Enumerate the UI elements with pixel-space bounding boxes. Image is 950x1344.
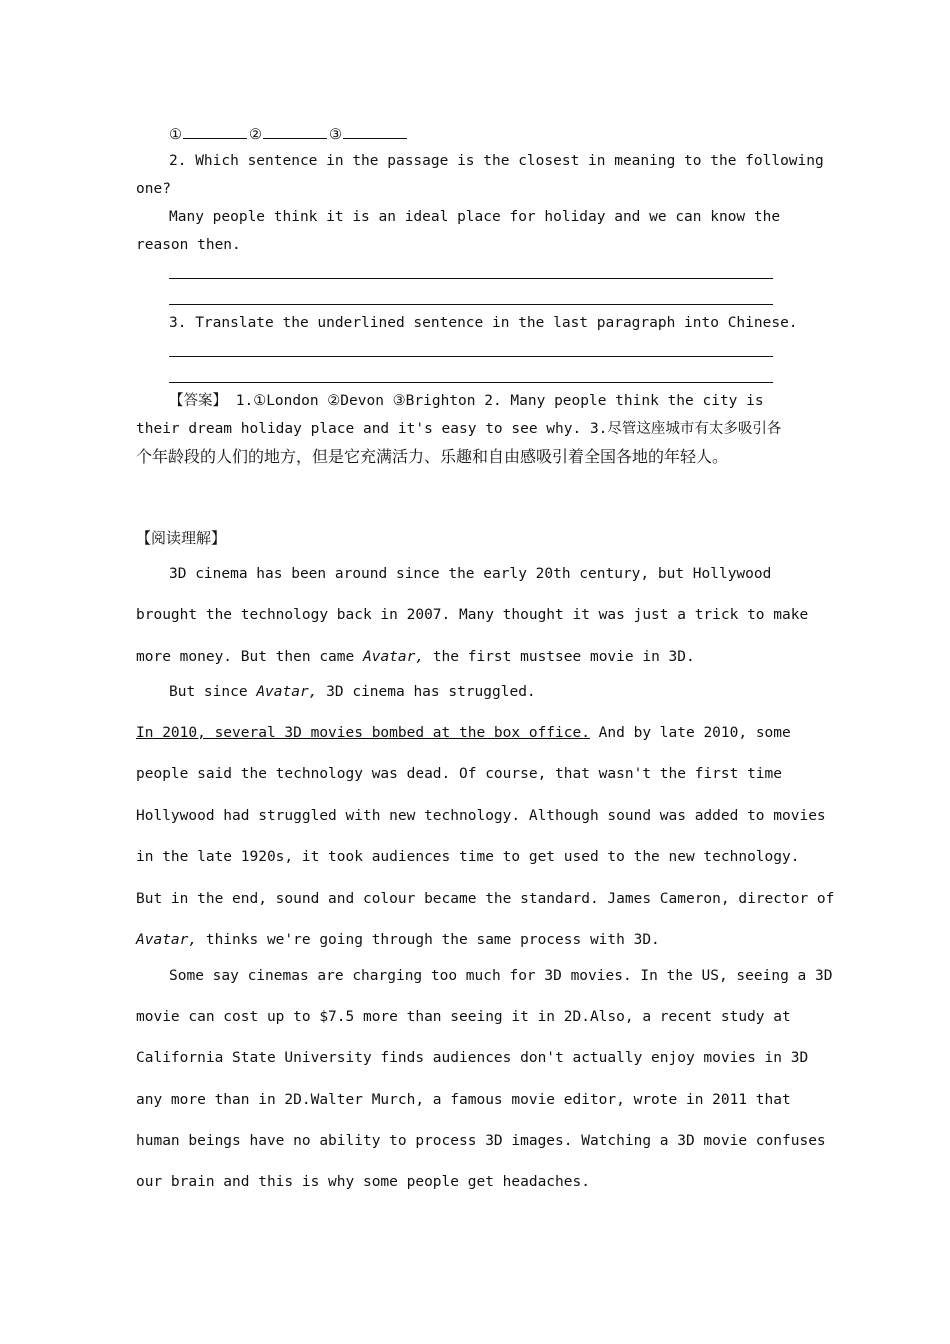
q3-text: 3. Translate the underlined sentence in the last paragraph into Chinese.	[169, 315, 798, 331]
section-heading: 【阅读理解】	[136, 529, 227, 547]
paragraph-line: Hollywood had struggled with new technology. Although sound was added to movies	[136, 808, 826, 824]
text-run: the first mustsee movie in 3D.	[424, 649, 695, 665]
paragraph-line	[136, 723, 791, 743]
text-run: And by late 2010, some	[589, 725, 791, 741]
blank-1[interactable]	[183, 123, 247, 139]
movie-title: Avatar,	[362, 649, 425, 665]
movie-title: Avatar,	[256, 684, 318, 700]
blank-marker-3: ③	[329, 127, 342, 143]
text-run: more money. But then came	[136, 649, 363, 665]
answer-line-3[interactable]	[169, 356, 773, 357]
paragraph-line: movie can cost up to $7.5 more than seeing it in 2D.Also, a recent study at	[136, 1009, 791, 1025]
paragraph-line: any more than in 2D.Walter Murch, a famous movie editor, wrote in 2011 that	[136, 1092, 791, 1108]
answer-text: 1.①London ②Devon ③Brighton 2. Many people think the city is	[227, 393, 764, 409]
movie-title: Avatar,	[136, 932, 198, 948]
q1-blanks-line	[169, 123, 409, 145]
paragraph-line: human beings have no ability to process 3D images. Watching a 3D movie confuses	[136, 1133, 826, 1149]
paragraph-line	[169, 682, 536, 702]
q2-text: one?	[136, 181, 171, 197]
answer-line	[169, 391, 764, 411]
paragraph-line: Some say cinemas are charging too much for 3D movies. In the US, seeing a 3D	[169, 968, 833, 984]
q2-sentence: reason then.	[136, 237, 241, 253]
text-run: thinks we're going through the same process with 3D.	[197, 932, 660, 948]
text-run: 3D cinema has struggled.	[317, 684, 536, 700]
paragraph-line	[136, 647, 695, 667]
blank-3[interactable]	[343, 123, 407, 139]
text-run: But since	[169, 684, 257, 700]
answer-label: 【答案】	[169, 393, 227, 409]
answer-text-chinese: 个年龄段的人们的地方，但是它充满活力、乐趣和自由感吸引着全国各地的年轻人。	[136, 447, 729, 466]
paragraph-line	[136, 930, 660, 950]
paragraph-line: people said the technology was dead. Of course, that wasn't the first time	[136, 766, 783, 782]
paragraph-line: brought the technology back in 2007. Many thought it was just a trick to make	[136, 607, 809, 623]
paragraph-line: in the late 1920s, it took audiences time to get used to the new technology.	[136, 849, 800, 865]
blank-2[interactable]	[263, 123, 327, 139]
answer-line-2[interactable]	[169, 304, 773, 305]
answer-line-1[interactable]	[169, 278, 773, 279]
paragraph-line: 3D cinema has been around since the early 20th century, but Hollywood	[169, 566, 772, 582]
paragraph-line: But in the end, sound and colour became the standard. James Cameron, director of	[136, 891, 835, 907]
blank-marker-1: ①	[169, 127, 182, 143]
q2-sentence: Many people think it is an ideal place for holiday and we can know the	[169, 209, 781, 225]
blank-marker-2: ②	[249, 127, 262, 143]
answer-text-part: their dream holiday place and it's easy to see why. 3.尽管这座城市有太多吸引各	[136, 421, 782, 437]
answer-text	[136, 419, 781, 439]
underlined-sentence: In 2010, several 3D movies bombed at the box office.	[136, 725, 590, 741]
paragraph-line: our brain and this is why some people get headaches.	[136, 1174, 590, 1190]
paragraph-line: California State University finds audiences don't actually enjoy movies in 3D	[136, 1050, 809, 1066]
q2-text: 2. Which sentence in the passage is the closest in meaning to the following	[169, 153, 824, 169]
answer-line-4[interactable]	[169, 382, 773, 383]
